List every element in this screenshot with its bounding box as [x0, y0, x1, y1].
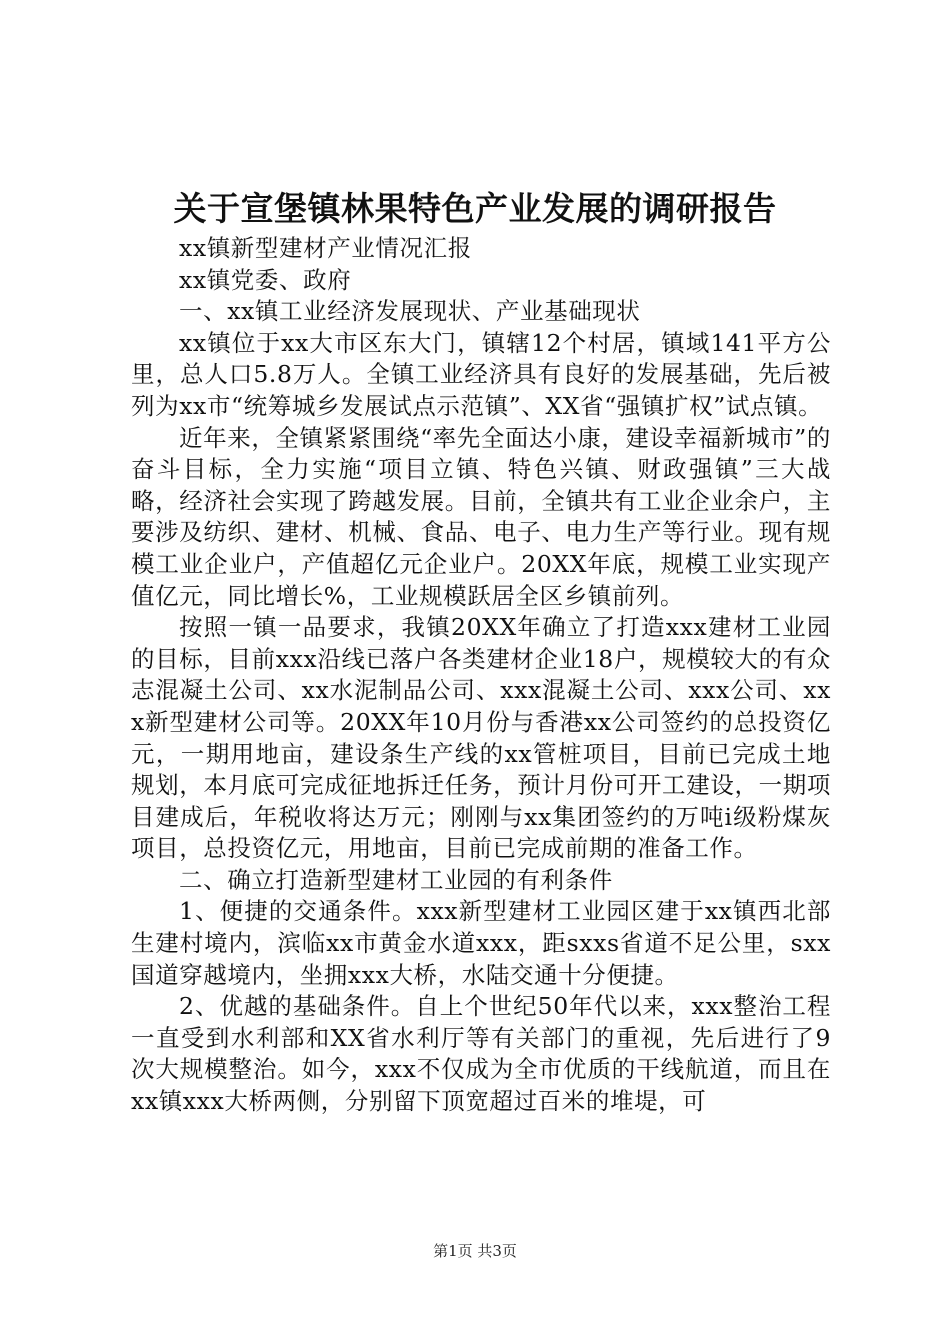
paragraph-infrastructure: 2、优越的基础条件。自上个世纪50年代以来，xxx整治工程一直受到水利部和XX省水利厅等有关部门的重视，先后进行了9次大规模整治。如今，xxx不仅成为全市优质的干线航道，而且在xx镇xxx大桥两侧，分别留下顶宽超过百米的堆堤，可 — [131, 992, 831, 1116]
paragraph-recent-years: 近年来，全镇紧紧围绕“率先全面达小康，建设幸福新城市”的奋斗目标，全力实施“项目立镇、特色兴镇、财政强镇”三大战略，经济社会实现了跨越发展。目前，全镇共有工业企业余户，主要涉及纺织、建材、机械、食品、电子、电力生产等行业。现有规模工业企业户，产值超亿元企业户。20XX年底，规模工业实现产值亿元，同比增长%，工业规模跃居全区乡镇前列。 — [131, 423, 831, 610]
page-footer: 第1页 共3页 — [433, 1242, 517, 1260]
paragraph-author: xx镇党委、政府 — [179, 265, 352, 294]
section-heading-1: 一、xx镇工业经济发展现状、产业基础现状 — [179, 297, 641, 326]
paragraph-overview: xx镇位于xx大市区东大门，镇辖12个村居，镇域141平方公里，总人口5.8万人。全镇工业经济具有良好的发展基础，先后被列为xx市“统筹城乡发展试点示范镇”、XX省“强镇扩权”试点镇。 — [131, 328, 831, 420]
document-title: 关于宣堡镇林果特色产业发展的调研报告 — [173, 189, 777, 228]
paragraph-subtitle: xx镇新型建材产业情况汇报 — [179, 234, 472, 262]
section-heading-2: 二、确立打造新型建材工业园的有利条件 — [179, 865, 613, 894]
paragraph-transport: 1、便捷的交通条件。xxx新型建材工业园区建于xx镇西北部生建村境内，滨临xx市黄金水道xxx，距sxxs省道不足公里，sxx国道穿越境内，坐拥xxx大桥，水陆交通十分便捷。 — [131, 897, 831, 989]
document-body — [131, 233, 831, 1118]
paragraph-industrial-park: 按照一镇一品要求，我镇20XX年确立了打造xxx建材工业园的目标，目前xxx沿线已落户各类建材企业18户，规模较大的有众志混凝土公司、xx水泥制品公司、xxx混凝土公司、xxx公司、xxx新型建材公司等。20XX年10月份与香港xx公司签约的总投资亿元，一期用地亩，建设条生产线的xx管桩项目，目前已完成土地规划，本月底可完成征地拆迁任务，预计月份可开工建设，一期项目建成后，年税收将达万元；刚刚与xx集团签约的万吨i级粉煤灰项目，总投资亿元，用地亩，目前已完成前期的准备工作。 — [131, 613, 831, 863]
